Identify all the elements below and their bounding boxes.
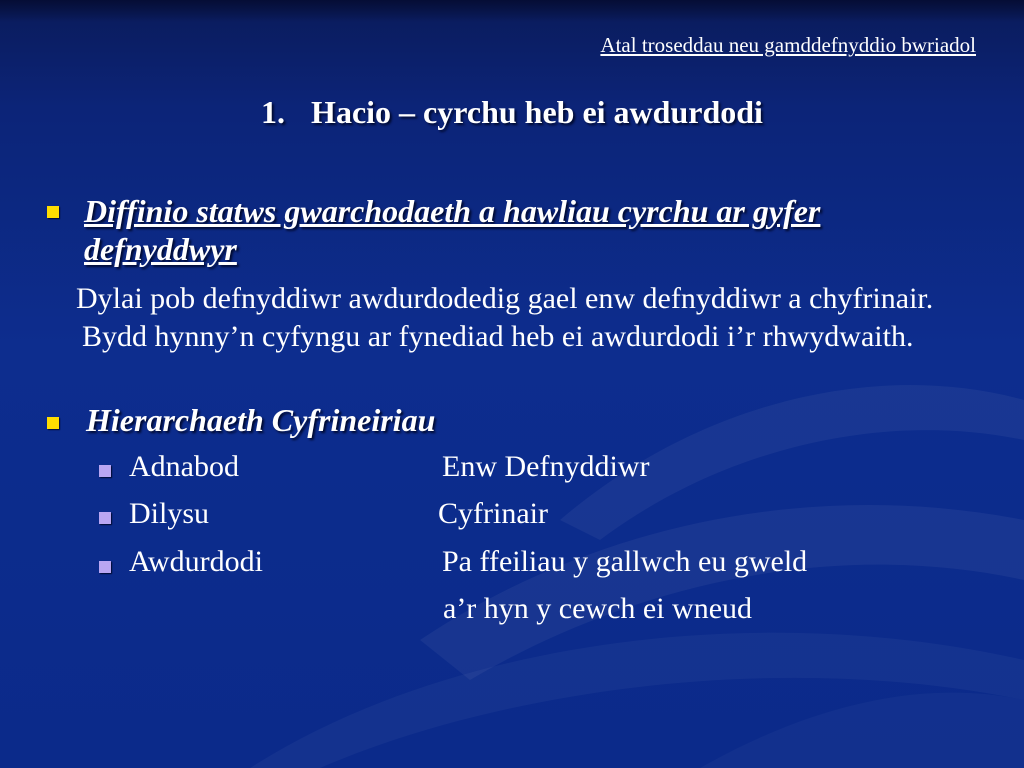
header-link[interactable]: Atal troseddau neu gamddefnyddio bwriadol — [600, 33, 976, 57]
title-text: Hacio – cyrchu heb ei awdurdodi — [311, 94, 763, 130]
title-number: 1. — [261, 94, 286, 130]
bullet-heading-1: Diffinio statws gwarchodaeth a hawliau cyrchu ar gyfer defnyddwyr — [84, 193, 821, 267]
bullet-square-icon — [47, 206, 59, 218]
list-item-detail: Enw Defnyddiwr — [442, 450, 650, 483]
list-item-term: Dilysu — [129, 497, 210, 530]
bullet-heading-2: Hierarchaeth Cyfrineiriau — [86, 402, 436, 438]
sub-bullet-square-icon — [99, 465, 111, 477]
bullet-paragraph-1: Dylai pob defnyddiwr awdurdodedig gael enw defnyddiwr a chyfrinair. Bydd hynny’n cyfyngu ar fynediad heb ei awdurdodi i’r rhwydwaith. — [76, 282, 934, 353]
top-shade — [0, 0, 1024, 22]
slide-title — [0, 94, 1024, 131]
bullet-square-icon — [47, 417, 59, 429]
sub-bullet-square-icon — [99, 512, 111, 524]
list-item-term: Adnabod — [129, 450, 239, 483]
list-item-detail: Cyfrinair — [438, 497, 548, 530]
list-item-term: Awdurdodi — [129, 545, 263, 578]
list-item-detail: Pa ffeiliau y gallwch eu gweld — [442, 545, 808, 578]
list-item-continuation: a’r hyn y cewch ei wneud — [443, 592, 753, 625]
sub-bullet-square-icon — [99, 561, 111, 573]
